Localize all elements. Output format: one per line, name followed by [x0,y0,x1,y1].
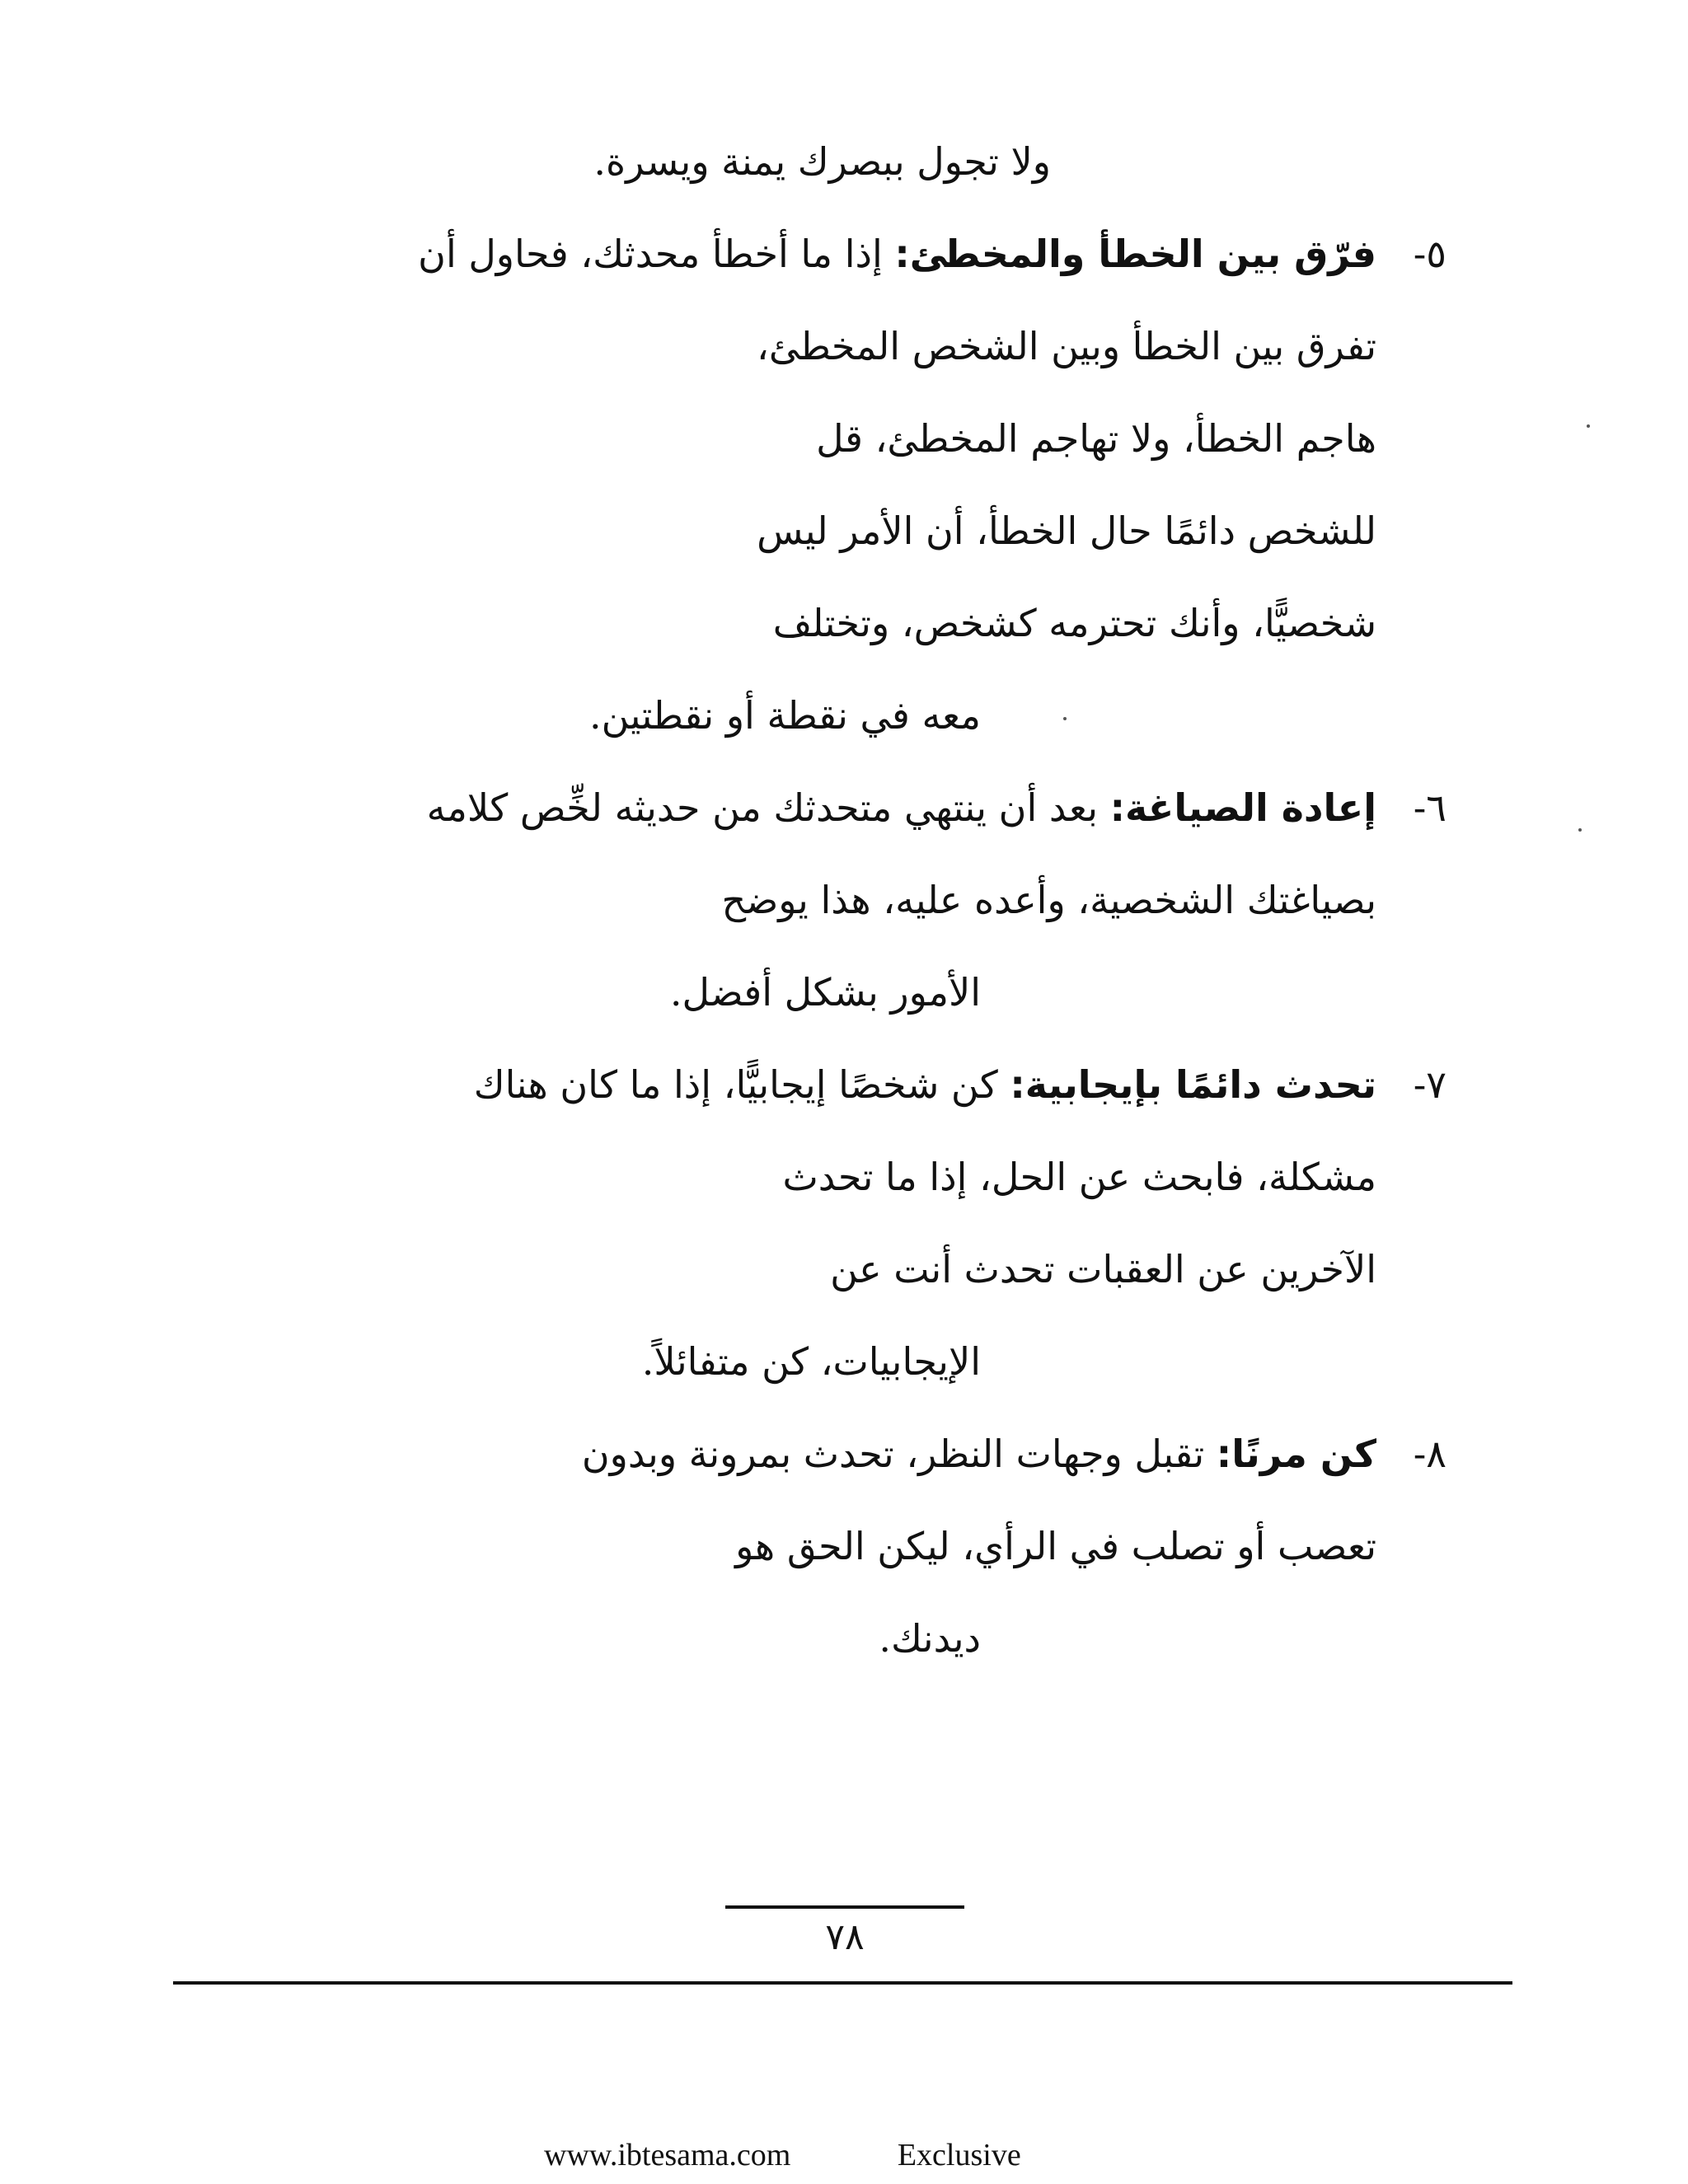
list-item-line: مشكلة، فابحث عن الحل، إذا ما تحدث [782,1155,1376,1199]
list-item-line: بصياغتك الشخصية، وأعده عليه، هذا يوضح [721,878,1376,922]
list-item-last-line: الأمور بشكل أفضل. [669,970,981,1015]
list-item-last-line: ديدنك. [879,1616,981,1661]
item-term: إعادة الصياغة: [1109,785,1376,830]
list-item-line: الآخرين عن العقبات تحدث أنت عن [830,1247,1376,1291]
list-item-line: شخصيًّا، وأنك تحترمه كشخص، وتختلف [772,601,1376,645]
item-text: إذا ما أخطأ محدثك، فحاول أن [418,232,883,276]
scan-speck [1587,424,1590,428]
page-body [185,115,1447,1685]
footer-website: www.ibtesama.com [544,2138,791,2172]
list-item-line: تعصب أو تصلب في الرأي، ليكن الحق هو [735,1524,1376,1568]
footer [544,2135,1021,2176]
page-number: ٧٨ [825,1916,865,1958]
scan-speck [1578,828,1582,832]
list-item-5 [185,208,1447,762]
item-term: تحدث دائمًا بإيجابية: [1010,1062,1376,1107]
footer-divider [173,1981,1512,1985]
item-number: ٨- [1413,1432,1447,1476]
list-item-line: للشخص دائمًا حال الخطأ، أن الأمر ليس [757,509,1376,553]
list-item-6 [185,762,1447,1038]
item-number: ٥- [1413,232,1447,276]
list-item-last-line: معه في نقطة أو نقطتين. [589,693,981,738]
item-text: تقبل وجهات النظر، تحدث بمرونة وبدون [581,1432,1205,1476]
list-item-8 [185,1408,1447,1685]
item-text: بعد أن ينتهي متحدثك من حديثه لخِّص كلامه [426,785,1098,830]
list-item-first-line [185,762,1447,854]
list-item-last-line: الإيجابيات، كن متفائلاً. [641,1339,981,1384]
item-text: كن شخصًا إيجابيًّا، إذا ما كان هناك [473,1062,998,1107]
list-item-line: تفرق بين الخطأ وبين الشخص المخطئ، [757,324,1376,368]
item-term: كن مرنًا: [1216,1432,1376,1476]
item-number: ٦- [1413,785,1447,830]
item-number: ٧- [1413,1062,1447,1107]
list-item-first-line [185,208,1447,300]
intro-continuation-line: ولا تجول ببصرك يمنة ويسرة. [593,139,1051,184]
list-item-7 [185,1038,1447,1408]
list-item-first-line [185,1408,1447,1500]
list-item-line: هاجم الخطأ، ولا تهاجم المخطئ، قل [816,416,1376,461]
list-item-first-line [185,1038,1447,1131]
footer-label: Exclusive [897,2138,1021,2172]
item-term: فرّق بين الخطأ والمخطئ: [894,232,1376,276]
scan-speck [1063,717,1067,720]
page-number-block [725,1905,964,1966]
